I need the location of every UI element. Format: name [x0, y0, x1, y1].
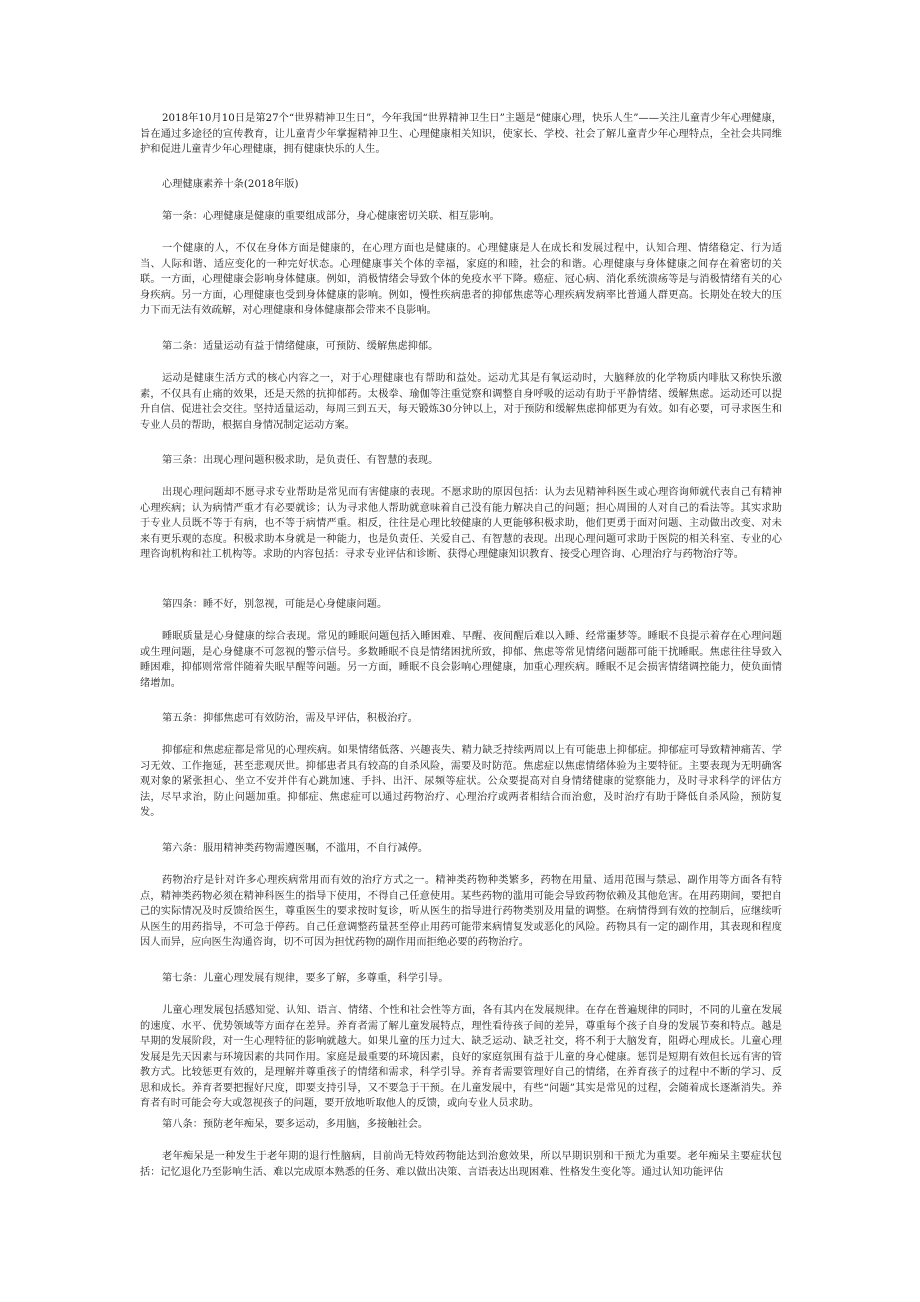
section-body: 运动是健康生活方式的核心内容之一，对于心理健康也有帮助和益处。运动尤其是有氧运动时，大脑释放的化学物质内啡肽又称快乐激素，不仅具有止痛的效果，还是天然的抗抑郁药。太极拳、瑜伽等注重觉察和调整自身呼吸的运动有助于平静情绪、缓解焦虑。运动还可以提升自信、促进社会交往。坚持适量运动，每周三到五天，每天锻炼30分钟以上，对于预防和缓解焦虑抑郁更为有效。如有必要，可寻求医生和专业人员的帮助，根据自身情况制定运动方案。: [140, 373, 782, 431]
section-heading: 第三条：出现心理问题积极求助，是负责任、有智慧的表现。: [162, 455, 439, 466]
section-body: 睡眠质量是心身健康的综合表现。常见的睡眠问题包括入睡困难、早醒、夜间醒后难以入睡、经常噩梦等。睡眠不良提示着存在心理问题或生理问题，是心身健康不可忽视的警示信号。多数睡眠不良是情绪困扰所致，抑郁、焦虑等常见情绪问题都可能干扰睡眠。焦虑往往导致入睡困难，抑郁则常常伴随着失眠早醒等问题。另一方面，睡眠不良会影响心理健康，加重心理疾病。睡眠不足会损害情绪调控能力，使负面情绪增加。: [140, 631, 782, 689]
section-body: 抑郁症和焦虑症都是常见的心理疾病。如果情绪低落、兴趣丧失、精力缺乏持续两周以上有可能患上抑郁症。抑郁症可导致精神痛苦、学习无效、工作拖延，甚至悲观厌世。抑郁患者具有较高的自杀风险，需要及时防范。焦虑症以焦虑情绪体验为主要特征。主要表现为无明确客观对象的紧张担心、坐立不安并伴有心跳加速、手抖、出汗、尿频等症状。公众要提高对自身情绪健康的觉察能力，及时寻求科学的评估方法，尽早求治，防止问题加重。抑郁症、焦虑症可以通过药物治疗、心理治疗或两者相结合而治愈，及时治疗有助于降低自杀风险，预防复发。: [140, 745, 782, 818]
section-body: 一个健康的人，不仅在身体方面是健康的，在心理方面也是健康的。心理健康是人在成长和发展过程中，认知合理、情绪稳定、行为适当、人际和谐、适应变化的一种完好状态。心理健康事关个体的幸福，家庭的和睦，社会的和谐。心理健康与身体健康之间存在着密切的关联。一方面，心理健康会影响身体健康。例如，消极情绪会导致个体的免疫水平下降。癌症、冠心病、消化系统溃疡等是与消极情绪有关的心身疾病。另一方面，心理健康也受到身体健康的影响。例如，慢性疾病患者的抑郁焦虑等心理疾病发病率比普通人群更高。长期处在较大的压力下而无法有效疏解，对心理健康和身体健康都会带来不良影响。: [140, 243, 782, 316]
section-body: 儿童心理发展包括感知觉、认知、语言、情绪、个性和社会性等方面，各有其内在发展规律。在存在普遍规律的同时，不同的儿童在发展的速度、水平、优势领域等方面存在差异。养育者需了解儿童发展特点，理性看待孩子间的差异，尊重每个孩子自身的发展节奏和特点。越是早期的发展阶段，对一生心理特征的影响就越大。如果儿童的压力过大、缺乏运动、缺乏社交，将不利于大脑发育，阻碍心理成长。儿童心理发展是先天因素与环境因素的共同作用。家庭是最重要的环境因素，良好的家庭氛围有益于儿童的身心健康。惩罚是短期有效但长远有害的管教方式。比较惩更有效的，是理解并尊重孩子的情绪和需求，科学引导。养育者需要管理好自己的情绪，在养育孩子的过程中不断的学习、反思和成长。养育者要把握好尺度，即要支持引导，又不要急于干预。在儿童发展中，有些“问题”其实是常见的过程，会随着成长逐渐消失。养育者有时可能会夸大或忽视孩子的问题，要开放地听取他人的反馈，或向专业人员求助。: [140, 1005, 782, 1109]
section-heading: 第七条：儿童心理发展有规律，要多了解，多尊重，科学引导。: [162, 973, 449, 984]
section-heading: 第八条：预防老年痴呆，要多运动，多用脑，多接触社会。: [162, 1119, 429, 1130]
section-heading: 第五条：抑郁焦虑可有效防治，需及早评估，积极治疗。: [162, 713, 418, 724]
section-heading: 第四条：睡不好，别忽视，可能是心身健康问题。: [162, 599, 388, 610]
section-body: 老年痴呆是一种发生于老年期的退行性脑病，目前尚无特效药物能达到治愈效果，所以早期识别和干预尤为重要。老年痴呆主要症状包括：记忆退化乃至影响生活、难以完成原本熟悉的任务、难以做出决策、言语表达出现困难、性格发生变化等。通过认知功能评估: [140, 1151, 782, 1178]
section-heading: 第六条：服用精神类药物需遵医嘱，不滥用，不自行减停。: [162, 843, 429, 854]
section-heading: 第一条：心理健康是健康的重要组成部分，身心健康密切关联、相互影响。: [162, 211, 500, 222]
intro-paragraph: 2018年10月10日是第27个“世界精神卫生日”，今年我国“世界精神卫生日”主题是“健康心理，快乐人生”——关注儿童青少年心理健康，旨在通过多途径的宣传教育，让儿童青少年掌握精神卫生、心理健康相关知识，使家长、学校、社会了解儿童青少年心理特点，全社会共同维护和促进儿童青少年心理健康，拥有健康快乐的人生。: [140, 113, 782, 155]
section-body: 药物治疗是针对许多心理疾病常用而有效的治疗方式之一。精神类药物种类繁多，药物在用量、适用范围与禁忌、副作用等方面各有特点，精神类药物必须在精神科医生的指导下使用，不得自己任意使用。某些药物的滥用可能会导致药物依赖及其他危害。在用药期间，要把自己的实际情况及时反馈给医生，尊重医生的要求按时复诊，听从医生的指导进行药物类别及用量的调整。在病情得到有效的控制后，应继续听从医生的用药指导，不可急于停药。自己任意调整药量甚至停止用药可能带来病情复发或恶化的风险。药物具有一定的副作用，其表现和程度因人而异，应向医生沟通咨询，切不可因为担忧药物的副作用而拒绝必要的药物治疗。: [140, 875, 782, 948]
document-title: 心理健康素养十条(2018年版): [162, 179, 299, 190]
section-heading: 第二条：适量运动有益于情绪健康，可预防、缓解焦虑抑郁。: [162, 341, 439, 352]
section-body: 出现心理问题却不愿寻求专业帮助是常见而有害健康的表现。不愿求助的原因包括：认为去见精神科医生或心理咨询师就代表自己有精神心理疾病；认为病情严重才有必要就诊；认为寻求他人帮助就意味着自己没有能力解决自己的问题；担心周围的人对自己的看法等。其实求助于专业人员既不等于有病，也不等于病情严重。相反，往往是心理比较健康的人更能够积极求助，他们更勇于面对问题、主动做出改变、对未来有更乐观的态度。积极求助本身就是一种能力，也是负责任、关爱自己、有智慧的表现。出现心理问题可求助于医院的相关科室、专业的心理咨询机构和社工机构等。求助的内容包括：寻求专业评估和诊断、获得心理健康知识教育、接受心理咨询、心理治疗与药物治疗等。: [140, 487, 782, 560]
